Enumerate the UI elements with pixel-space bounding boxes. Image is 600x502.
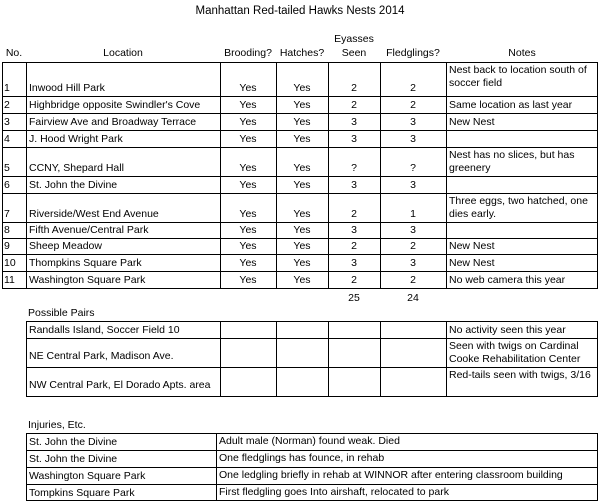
injury-location: St. John the Divine (29, 436, 118, 448)
nest-hatches: Yes (293, 99, 311, 111)
nest-fledglings: ? (410, 162, 416, 174)
nest-no: 9 (4, 240, 10, 252)
nests-column-line (597, 62, 598, 289)
nest-fledglings: 3 (410, 179, 416, 191)
nest-eyasses: 2 (351, 274, 357, 286)
header-brooding: Brooding? (224, 47, 272, 59)
nest-hatches: Yes (293, 240, 311, 252)
nest-brooding: Yes (239, 162, 257, 174)
nest-notes: Nest back to location south of soccer field (449, 64, 587, 89)
pair-location: NE Central Park, Madison Ave. (29, 350, 174, 362)
nest-location: Fairview Ave and Broadway Terrace (29, 116, 197, 128)
nest-location: Thompkins Square Park (29, 257, 142, 269)
nest-location: CCNY, Shepard Hall (29, 162, 124, 174)
pair-location: NW Central Park, El Dorado Apts. area (29, 379, 211, 391)
pairs-column-line (328, 321, 329, 397)
nest-eyasses: 3 (351, 133, 357, 145)
nests-row-line (2, 113, 598, 114)
nest-fledglings: 2 (410, 240, 416, 252)
nest-location: Fifth Avenue/Central Park (29, 224, 149, 236)
nest-notes: New Nest (449, 240, 495, 252)
pairs-row-line (26, 367, 598, 368)
nests-row-line (2, 176, 598, 177)
injuries-row-line (26, 484, 598, 485)
nest-no: 3 (4, 116, 10, 128)
nest-eyasses: ? (351, 162, 357, 174)
nest-no: 5 (4, 162, 10, 174)
injuries-row-line (26, 433, 598, 434)
header-fledglings: Fledglings? (386, 47, 440, 59)
nests-row-line (2, 222, 598, 223)
nests-column-line (220, 62, 221, 289)
nest-brooding: Yes (239, 133, 257, 145)
nest-eyasses: 3 (351, 116, 357, 128)
nest-hatches: Yes (293, 133, 311, 145)
nest-fledglings: 3 (410, 133, 416, 145)
nest-notes: New Nest (449, 257, 495, 269)
nests-column-line (328, 62, 329, 289)
pair-notes: Red-tails seen with twigs, 3/16 (449, 369, 591, 381)
pairs-column-line (26, 321, 27, 397)
nest-fledglings: 2 (410, 99, 416, 111)
nest-eyasses: 3 (351, 179, 357, 191)
injury-note: Adult male (Norman) found weak. Died (219, 435, 400, 447)
page-title: Manhattan Red-tailed Hawks Nests 2014 (195, 5, 405, 17)
nest-notes: Same location as last year (449, 99, 573, 111)
pairs-heading: Possible Pairs (28, 307, 95, 319)
pair-notes: No activity seen this year (449, 324, 566, 336)
header-notes: Notes (508, 47, 536, 59)
nests-row-line (2, 130, 598, 131)
pairs-column-line (380, 321, 381, 397)
injury-location: St. John the Divine (29, 453, 118, 465)
total-eyasses: 25 (348, 292, 360, 304)
nests-row-line (2, 147, 598, 148)
nest-location: Highbridge opposite Swindler's Cove (29, 99, 201, 111)
header-hatches: Hatches? (279, 47, 325, 59)
nest-no: 8 (4, 224, 10, 236)
nest-no: 6 (4, 179, 10, 191)
injuries-heading: Injuries, Etc. (28, 419, 86, 431)
nests-column-line (380, 62, 381, 289)
pairs-column-line (220, 321, 221, 397)
nest-notes: Three eggs, two hatched, one dies early. (449, 195, 588, 220)
injury-location: Washington Square Park (29, 470, 146, 482)
nest-brooding: Yes (239, 224, 257, 236)
nest-fledglings: 3 (410, 116, 416, 128)
nests-row-line (2, 62, 598, 63)
nest-eyasses: 2 (351, 240, 357, 252)
injuries-column-line (216, 433, 217, 501)
nest-fledglings: 1 (410, 208, 416, 220)
nest-hatches: Yes (293, 274, 311, 286)
nest-eyasses: 3 (351, 257, 357, 269)
nest-hatches: Yes (293, 162, 311, 174)
nest-eyasses: 3 (351, 224, 357, 236)
nest-eyasses: 2 (351, 99, 357, 111)
nest-location: Washington Square Park (29, 274, 146, 286)
nests-column-line (2, 62, 3, 289)
nest-location: J. Hood Wright Park (29, 133, 123, 145)
injury-note: First fledgling goes Into airshaft, relocated to park (219, 486, 449, 498)
nest-brooding: Yes (239, 240, 257, 252)
nest-brooding: Yes (239, 82, 257, 94)
pairs-row-line (26, 396, 598, 397)
nest-hatches: Yes (293, 116, 311, 128)
injury-location: Tompkins Square Park (29, 487, 135, 499)
nest-eyasses: 2 (351, 208, 357, 220)
nest-brooding: Yes (239, 257, 257, 269)
nests-row-line (2, 288, 598, 289)
pair-notes: Seen with twigs on Cardinal Cooke Rehabilitation Center (449, 340, 581, 365)
nest-hatches: Yes (293, 224, 311, 236)
nest-notes: No web camera this year (449, 274, 566, 286)
header-location: Location (103, 47, 143, 59)
pairs-column-line (276, 321, 277, 397)
nest-no: 4 (4, 133, 10, 145)
nest-brooding: Yes (239, 99, 257, 111)
nest-no: 11 (4, 274, 15, 286)
nest-no: 2 (4, 99, 10, 111)
nest-hatches: Yes (293, 208, 311, 220)
injury-note: One fledglings has founce, in rehab (219, 452, 385, 464)
nest-hatches: Yes (293, 179, 311, 191)
nest-location: Inwood Hill Park (29, 82, 105, 94)
nest-hatches: Yes (293, 82, 311, 94)
header-no: No. (5, 47, 23, 59)
nests-row-line (2, 271, 598, 272)
pairs-row-line (26, 338, 598, 339)
nest-brooding: Yes (239, 274, 257, 286)
injuries-row-line (26, 500, 598, 501)
nests-row-line (2, 254, 598, 255)
nest-brooding: Yes (239, 116, 257, 128)
injury-note: One ledgling briefly in rehab at WINNOR after entering classroom building (219, 469, 563, 481)
nests-row-line (2, 238, 598, 239)
nests-column-line (26, 62, 27, 289)
nest-no: 10 (4, 257, 16, 269)
nest-location: St. John the Divine (29, 179, 118, 191)
nest-fledglings: 3 (410, 224, 416, 236)
header-eyasses-line2: Seen (341, 47, 367, 59)
nests-row-line (2, 193, 598, 194)
pair-location: Randalls Island, Soccer Field 10 (29, 324, 180, 336)
injuries-column-line (26, 433, 27, 501)
pairs-row-line (26, 321, 598, 322)
pairs-column-line (446, 321, 447, 397)
nest-location: Riverside/West End Avenue (29, 208, 159, 220)
injuries-row-line (26, 467, 598, 468)
nest-fledglings: 2 (410, 82, 416, 94)
nests-row-line (2, 96, 598, 97)
nests-column-line (276, 62, 277, 289)
header-eyasses-line1: Eyasses (334, 33, 374, 45)
nest-no: 7 (4, 208, 10, 220)
nest-brooding: Yes (239, 179, 257, 191)
nest-location: Sheep Meadow (29, 240, 102, 252)
nest-brooding: Yes (239, 208, 257, 220)
nest-eyasses: 2 (351, 82, 357, 94)
total-fledglings: 24 (407, 292, 419, 304)
nest-fledglings: 3 (410, 257, 416, 269)
nest-hatches: Yes (293, 257, 311, 269)
nests-column-line (446, 62, 447, 289)
injuries-row-line (26, 450, 598, 451)
nest-notes: New Nest (449, 116, 495, 128)
nest-notes: Nest has no slices, but has greenery (449, 149, 575, 174)
nest-no: 1 (4, 82, 10, 94)
nest-fledglings: 2 (410, 274, 416, 286)
injuries-column-line (597, 433, 598, 501)
